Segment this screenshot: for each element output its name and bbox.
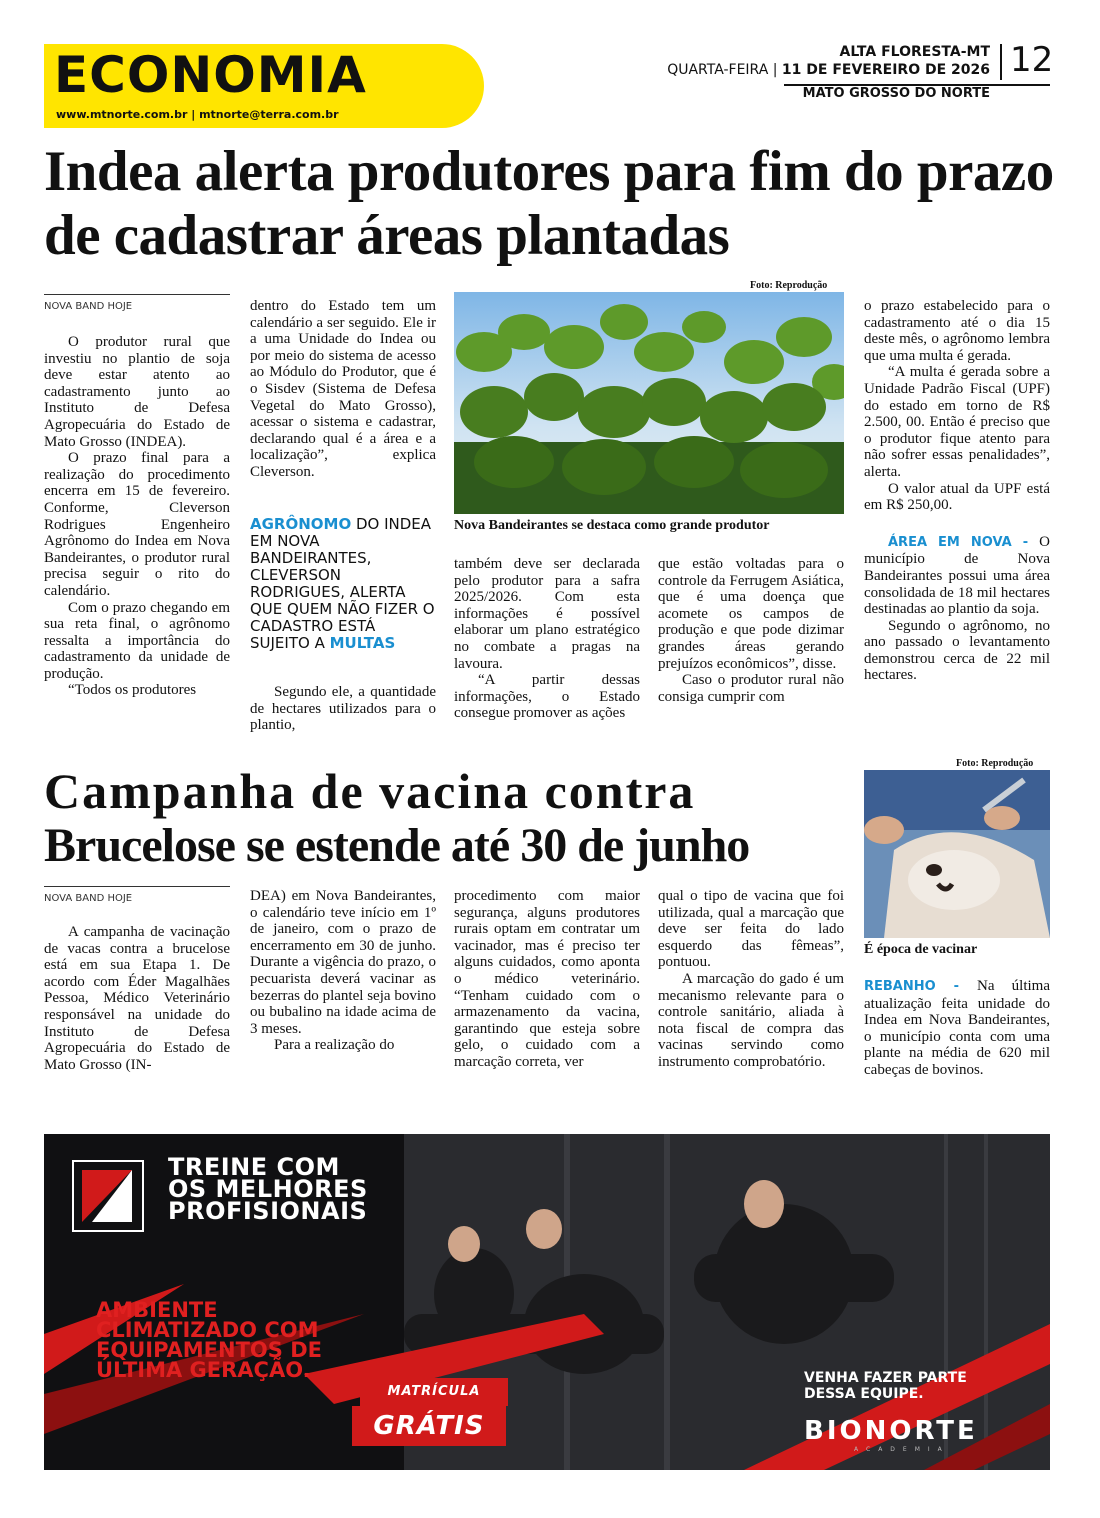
ad-ambiente xyxy=(96,1300,322,1380)
paragraph: Segundo o agrônomo, no ano passado o levantamento demonstrou cerca de 22 mil hectares. xyxy=(864,617,1050,684)
weekday: QUARTA-FEIRA xyxy=(667,62,769,78)
pullquote-highlight: AGRÔNOMO xyxy=(250,515,352,533)
masthead-info xyxy=(667,44,990,101)
brand-name: BIONORTE xyxy=(804,1416,978,1446)
article2-headline-line2: Brucelose se estende até 30 de junho xyxy=(44,819,750,872)
article1-col5 xyxy=(864,298,1050,684)
paragraph: A campanha de vacinação de vacas contra a brucelose está em sua Etapa 1. De acordo com Éder Magalhães Pessoa, Médico Veterinário responsável na unidade do Instituto de Defesa Agropecuária do Estado de Mato Grosso (IN- xyxy=(44,924,230,1073)
pullquote-highlight: MULTAS xyxy=(329,634,396,652)
paragraph: procedimento com maior segurança, alguns produtores rurais optam em contratar um vacinador, mas é preciso ter alguns cuidados, como aponta o médico veterinário. “Tenham cuidado com o armazenamento da vacina, garantindo que esteja sobre gelo, o cuidado com a marcação correta, ver xyxy=(454,888,640,1070)
ad-headline-line: PROFISIONAIS xyxy=(168,1197,368,1225)
gym-advertisement[interactable] xyxy=(44,1134,1050,1470)
city-label: ALTA FLORESTA-MT xyxy=(839,44,990,60)
article2-col1 xyxy=(44,924,230,1073)
paragraph: que estão voltadas para o controle da Ferrugem Asiática, que é uma doença que acomete os campos de produção e que pode dizimar grandes áreas gerando prejuízos econômicos”, disse. xyxy=(658,556,844,672)
kicker-text: Na última atualização feita unidade do Indea em Nova Bandeirantes, o município conta com uma plante na média de 620 mil cabeças de bovinos. xyxy=(864,978,1050,1078)
paragraph: Para a realização do xyxy=(274,1037,395,1054)
kicker: ÁREA EM NOVA - xyxy=(888,534,1040,550)
gratis-badge[interactable]: GRÁTIS xyxy=(352,1406,506,1446)
paragraph: “Todos os produtores xyxy=(68,682,197,699)
paragraph: A marcação do gado é um mecanismo relevante para o controle sanitário, aliada à nota fiscal de compra das vacinas servindo como instrumento comprobatório. xyxy=(658,970,844,1070)
paragraph: o prazo estabelecido para o cadastramento até o dia 15 deste mês, o agrônomo lembra que uma multa é gerada. xyxy=(864,298,1050,364)
paragraph: Caso o produtor rural não consiga cumprir com xyxy=(658,672,844,705)
article2-col4 xyxy=(658,888,844,1071)
ad-cta xyxy=(804,1370,967,1402)
paragraph: O prazo final para a realização do procedimento encerra em 15 de fevereiro. Conforme, Cleverson Rodrigues Engenheiro Agrônomo do Indea em Nova Bandeirantes, o produtor rural precisa seguir o rito do calendário. xyxy=(44,450,230,599)
date: 11 DE FEVEREIRO DE 2026 xyxy=(781,62,990,78)
paragraph: “A multa é gerada sobre a Unidade Padrão Fiscal (UPF) do estado em torno de R$ 2.500, 00. Então é preciso que o produtor fique atento para não sofrer essas penalidades”, alerta. xyxy=(864,364,1050,480)
ad-cta-line: DESSA EQUIPE. xyxy=(804,1386,924,1402)
paragraph: “A partir dessas informações, o Estado consegue promover as ações xyxy=(454,672,640,722)
ad-headline-line: TREINE COM xyxy=(168,1153,340,1181)
pullquote-text: DO INDEA EM NOVA BANDEIRANTES, CLEVERSON RODRIGUES, ALERTA QUE QUEM NÃO FIZER O CADASTRO ESTÁ SUJEITO A xyxy=(250,515,435,652)
article1-col2-cont xyxy=(250,684,436,734)
photo-credit: Foto: Reprodução xyxy=(750,280,828,291)
article1-col2 xyxy=(250,298,436,481)
kicker: REBANHO - xyxy=(864,979,977,994)
date-line: QUARTA-FEIRA | 11 DE FEVEREIRO DE 2026 xyxy=(667,62,990,78)
article1-col1 xyxy=(44,334,230,699)
brand-subtitle: ACADEMIA xyxy=(854,1446,950,1453)
paragraph: dentro do Estado tem um calendário a ser seguido. Ele ir a uma Unidade do Indea ou por meio do sistema de acesso ao Módulo do Produtor, que é o Sisdev (Sistema de Defesa Vegetal do Mato Grosso), acessar o sistema e cadastrar, declarando qual é a área e a localização”, explica Cleverson. xyxy=(250,298,436,480)
article2-col2 xyxy=(250,888,436,1054)
paragraph xyxy=(864,534,1050,618)
paragraph: também deve ser declarada pelo produtor para a safra 2025/2026. Com esta informações é possível elaborar um plano estratégico no combate a pragas na lavoura. xyxy=(454,556,640,672)
article2-headline-line1: Campanha de vacina contra xyxy=(44,763,696,819)
matricula-label: MATRÍCULA xyxy=(360,1378,508,1406)
gym-logo-icon xyxy=(72,1160,144,1232)
ad-ambiente-line: EQUIPAMENTOS DE xyxy=(96,1338,322,1362)
paragraph xyxy=(864,978,1050,1079)
paragraph: Segundo ele, a quantidade de hectares utilizados para o plantio, xyxy=(250,684,436,734)
section-title: ECONOMIA xyxy=(54,46,367,104)
section-links[interactable]: www.mtnorte.com.br | mtnorte@terra.com.br xyxy=(56,108,339,121)
article1-caption: Nova Bandeirantes se destaca como grande produtor xyxy=(454,518,770,533)
pullquote xyxy=(250,516,436,652)
article1-col4 xyxy=(658,556,844,705)
paragraph: Com o prazo chegando em sua reta final, o agrônomo ressalta a importância do cadastramento da unidade de produção. xyxy=(44,599,230,682)
ad-ambiente-line: AMBIENTE xyxy=(96,1298,218,1322)
article2-col3 xyxy=(454,888,640,1071)
ad-ambiente-line: ÚLTIMA GERAÇÃO. xyxy=(96,1358,311,1382)
paragraph: O produtor rural que investiu no plantio de soja deve estar atento ao cadastramento junto ao Instituto de Defesa Agropecuária do Estado de Mato Grosso (INDEA). xyxy=(44,334,230,450)
ad-ambiente-line: CLIMATIZADO COM xyxy=(96,1318,319,1342)
article1-headline: Indea alerta produtores para fim do prazo de cadastrar áreas plantadas xyxy=(44,140,1054,267)
photo-credit: Foto: Reprodução xyxy=(956,758,1034,769)
ad-cta-line: VENHA FAZER PARTE xyxy=(804,1370,967,1386)
header-separator xyxy=(1000,44,1002,80)
header-rule xyxy=(784,84,1050,86)
article2-source: NOVA BAND HOJE xyxy=(44,886,230,904)
paragraph: O valor atual da UPF está em R$ 250,00. xyxy=(864,480,1050,514)
ad-headline xyxy=(168,1153,368,1225)
article1-col3 xyxy=(454,556,640,722)
ad-headline-line: OS MELHORES xyxy=(168,1175,368,1203)
paragraph: qual o tipo de vacina que foi utilizada, qual a marcação que deve ser feita do lado esquerdo das fêmeas”, pontuou. xyxy=(658,888,844,971)
article2-caption: É época de vacinar xyxy=(864,942,978,957)
article1-source: NOVA BAND HOJE xyxy=(44,294,230,312)
vaccination-photo xyxy=(864,770,1050,938)
soybean-photo xyxy=(454,292,844,514)
page-number: 12 xyxy=(1010,40,1054,80)
paragraph: DEA) em Nova Bandeirantes, o calendário teve início em 1º de janeiro, com o prazo de encerramento em 30 de junho. Durante a vigência do prazo, o pecuarista deverá vacinar as bezerras do plantel seja bovino ou bubalino na idade acima de 3 meses. xyxy=(250,888,436,1037)
article2-col5 xyxy=(864,978,1050,1079)
paper-name: MATO GROSSO DO NORTE xyxy=(802,86,990,101)
kicker-text: O município de Nova Bandeirantes possui uma área consolidada de 18 mil hectares destinadas ao plantio da soja. xyxy=(864,533,1050,618)
